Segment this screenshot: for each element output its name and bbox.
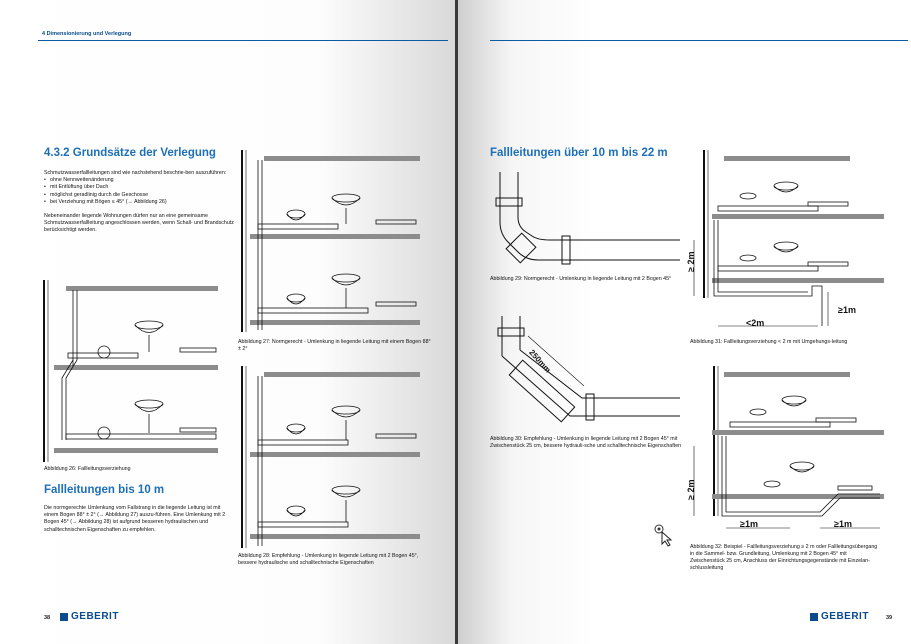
figure-27 (238, 150, 428, 332)
rules-list (44, 177, 234, 206)
right-page (458, 0, 911, 644)
list-item: • bei Verziehung mit Bögen ≤ 45° (→ Abbildung 26) (44, 199, 234, 206)
header-rule (490, 40, 908, 41)
figure-32 (690, 366, 890, 536)
page-number: 39 (886, 615, 893, 621)
figure-26 (40, 280, 230, 462)
logo-text: GEBERIT (71, 611, 119, 622)
figure-31-caption: Abbildung 31: Fallleitungsverziehung < 2 m mit Umgehungs-leitung (690, 339, 848, 345)
figure-27-caption: Abbildung 27: Normgerecht - Umlenkung in liegende Leitung mit einem Bogen 88° ± 2° (238, 339, 431, 352)
figure-32-dim-b: ≥1m (834, 519, 852, 529)
logo-square-icon (60, 613, 68, 621)
geberit-logo (810, 611, 869, 622)
figure-29 (490, 172, 680, 272)
list-item: • ohne Nennweitenänderung (44, 177, 234, 184)
figure-31-dim-vertical: ≥ 2m (686, 251, 696, 272)
intro-block (44, 170, 234, 235)
figure-30 (490, 306, 680, 431)
logo-text: GEBERIT (821, 611, 869, 622)
figure-30-dimension-label: 250mm (527, 348, 553, 375)
figure-30-caption: Abbildung 30: Empfehlung - Umlenkung in liegende Leitung mit 2 Bogen 45° mit Zwischenstück 25 cm, bessere hydrauli-sche und schalltechnische Eigenschaften (490, 436, 682, 449)
intro-text: Schmutzwasserfallleitungen sind wie nachstehend beschrie-ben auszuführen: (44, 170, 227, 176)
figure-31 (690, 150, 890, 335)
subheading-bis-10m: Fallleitungen bis 10 m (44, 484, 165, 496)
figure-32-dim-vertical: ≥ 2m (686, 479, 696, 500)
figure-31-dim-right: ≥1m (838, 305, 856, 315)
geberit-logo (60, 611, 119, 622)
header-rule (38, 40, 448, 41)
list-item: • möglichst geradlinig durch die Geschosse (44, 192, 234, 199)
paragraph-bis-10m: Die normgerechte Umlenkung vom Fallstrang in die liegende Leitung ist mit einem Bogen 88° ± 2° (→ Abbildung 27) auszu-führen. Eine Umlenkung mit 2 Bogen 45° (→ Abbildung 28) ist aufgrund besseren hydraulischen und schalltechnischen Eigenschaften zu empfehlen. (44, 505, 226, 533)
left-page (0, 0, 455, 644)
figure-31-dim-bottom: <2m (746, 318, 765, 328)
hand-cursor-icon (654, 524, 674, 546)
page-number: 38 (44, 615, 51, 621)
figure-26-caption: Abbildung 26: Fallleitungsverziehung (44, 466, 131, 472)
figure-28 (238, 366, 428, 548)
figure-32-caption: Abbildung 32: Beispiel - Fallleitungsverziehung ≥ 2 m oder Fallleitungsübergang in die Sammel- bzw. Grundleitung, Umlenkung mit 2 Bogen 45° mit Zwischenstück 25 cm, Anschluss der Einrichtungsgegenstände mit Einzelan-schlussleitung (690, 544, 878, 571)
paragraph-neighbors: Nebeneinander liegende Wohnungen dürfen nur an eine gemeinsame Schmutzwasserfallleitung angeschlossen werden, wenn Schall- und Brandschutz berücksichtigt werden. (44, 213, 234, 234)
section-title: 4.3.2 Grundsätze der Verlegung (44, 147, 216, 159)
logo-square-icon (810, 613, 818, 621)
figure-32-dim-a: ≥1m (740, 519, 758, 529)
page-header: 4 Dimensionierung und Verlegung (42, 31, 132, 37)
list-item: • mit Entlüftung über Dach (44, 184, 234, 191)
figure-29-caption: Abbildung 29: Normgerecht - Umlenkung in liegende Leitung mit 2 Bogen 45° (490, 276, 672, 282)
heading-ueber-10m: Fallleitungen über 10 m bis 22 m (490, 147, 668, 159)
figure-28-caption: Abbildung 28: Empfehlung - Umlenkung in liegende Leitung mit 2 Bogen 45°, bessere hydraulische und schalltechnische Eigenschaften (238, 553, 419, 566)
